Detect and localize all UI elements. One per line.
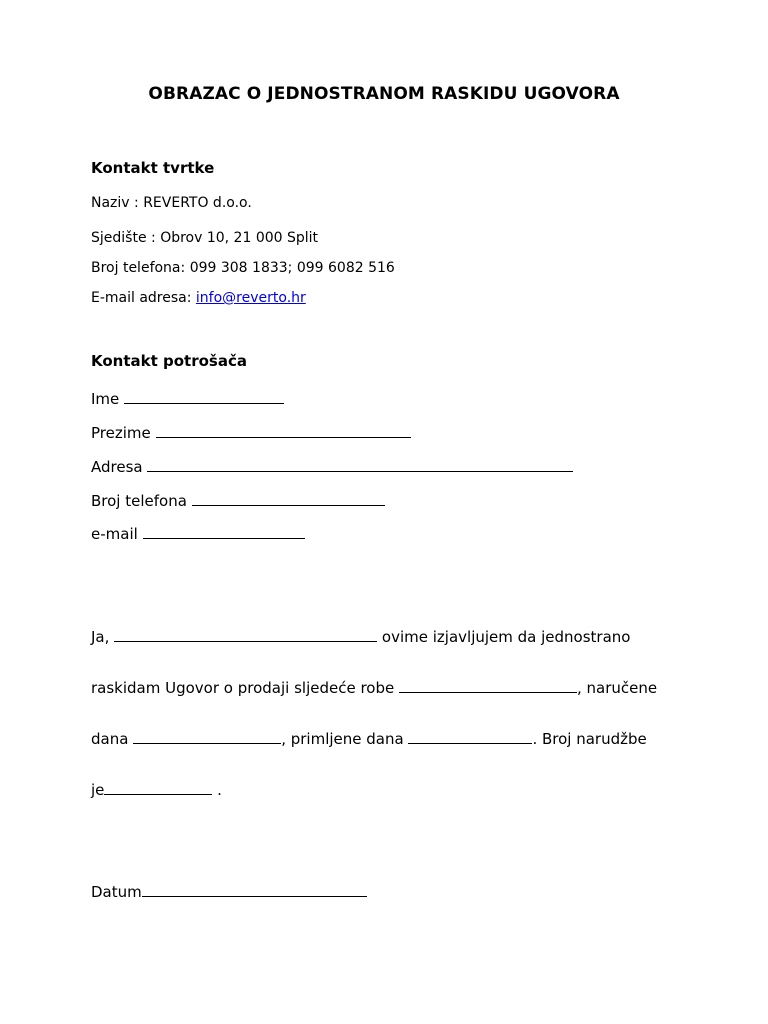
consumer-first-name-line bbox=[91, 389, 284, 408]
received-date-blank[interactable] bbox=[408, 729, 532, 744]
goods-blank[interactable] bbox=[399, 678, 577, 693]
company-phone-value: 099 308 1833; 099 6082 516 bbox=[189, 260, 395, 276]
last-name-label: Prezime bbox=[91, 424, 151, 442]
company-name-label: Naziv : bbox=[91, 195, 144, 211]
company-email-label: E-mail adresa: bbox=[91, 290, 196, 306]
first-name-label: Ime bbox=[91, 390, 120, 408]
statement-text: dana bbox=[91, 730, 134, 748]
consumer-last-name-line bbox=[91, 423, 411, 442]
company-name-line bbox=[91, 195, 252, 211]
company-seat-value: Obrov 10, 21 000 Split bbox=[160, 230, 319, 246]
date-blank[interactable] bbox=[142, 882, 367, 897]
company-email-link[interactable]: info@reverto.hr bbox=[195, 290, 306, 306]
consumer-contact-heading: Kontakt potrošača bbox=[91, 352, 247, 370]
company-email-line bbox=[91, 290, 306, 306]
order-date-blank[interactable] bbox=[133, 729, 281, 744]
statement-line-3 bbox=[91, 729, 647, 748]
phone-label: Broj telefona bbox=[91, 492, 187, 510]
document-title: OBRAZAC O JEDNOSTRANOM RASKIDU UGOVORA bbox=[148, 84, 620, 104]
last-name-blank[interactable] bbox=[156, 423, 411, 438]
order-number-blank[interactable] bbox=[104, 780, 212, 795]
address-blank[interactable] bbox=[147, 457, 573, 472]
company-contact-heading: Kontakt tvrtke bbox=[91, 159, 215, 177]
consumer-phone-line bbox=[91, 491, 385, 510]
company-seat-line bbox=[91, 230, 318, 246]
statement-text: ovime izjavljujem da jednostrano bbox=[377, 628, 631, 646]
company-seat-label: Sjedište : bbox=[91, 230, 161, 246]
statement-text: Ja, bbox=[91, 628, 115, 646]
email-label: e-mail bbox=[91, 525, 138, 543]
email-blank[interactable] bbox=[143, 524, 305, 539]
date-line bbox=[91, 882, 367, 901]
company-name-value: REVERTO d.o.o. bbox=[143, 195, 252, 211]
consumer-email-line bbox=[91, 524, 305, 543]
statement-text: raskidam Ugovor o prodaji sljedeće robe bbox=[91, 679, 399, 697]
statement-line-4 bbox=[91, 780, 222, 799]
date-label: Datum bbox=[91, 883, 142, 901]
statement-text: . bbox=[212, 781, 222, 799]
first-name-blank[interactable] bbox=[124, 389, 284, 404]
statement-text: , primljene dana bbox=[281, 730, 409, 748]
consumer-name-blank[interactable] bbox=[114, 627, 377, 642]
statement-line-1 bbox=[91, 627, 630, 646]
statement-line-2 bbox=[91, 678, 657, 697]
company-phone-line bbox=[91, 260, 395, 276]
statement-text: , naručene bbox=[577, 679, 658, 697]
statement-text: . Broj narudžbe bbox=[532, 730, 647, 748]
company-phone-label: Broj telefona: bbox=[91, 260, 190, 276]
statement-text: je bbox=[91, 781, 105, 799]
consumer-address-line bbox=[91, 457, 573, 476]
phone-blank[interactable] bbox=[192, 491, 385, 506]
address-label: Adresa bbox=[91, 458, 143, 476]
